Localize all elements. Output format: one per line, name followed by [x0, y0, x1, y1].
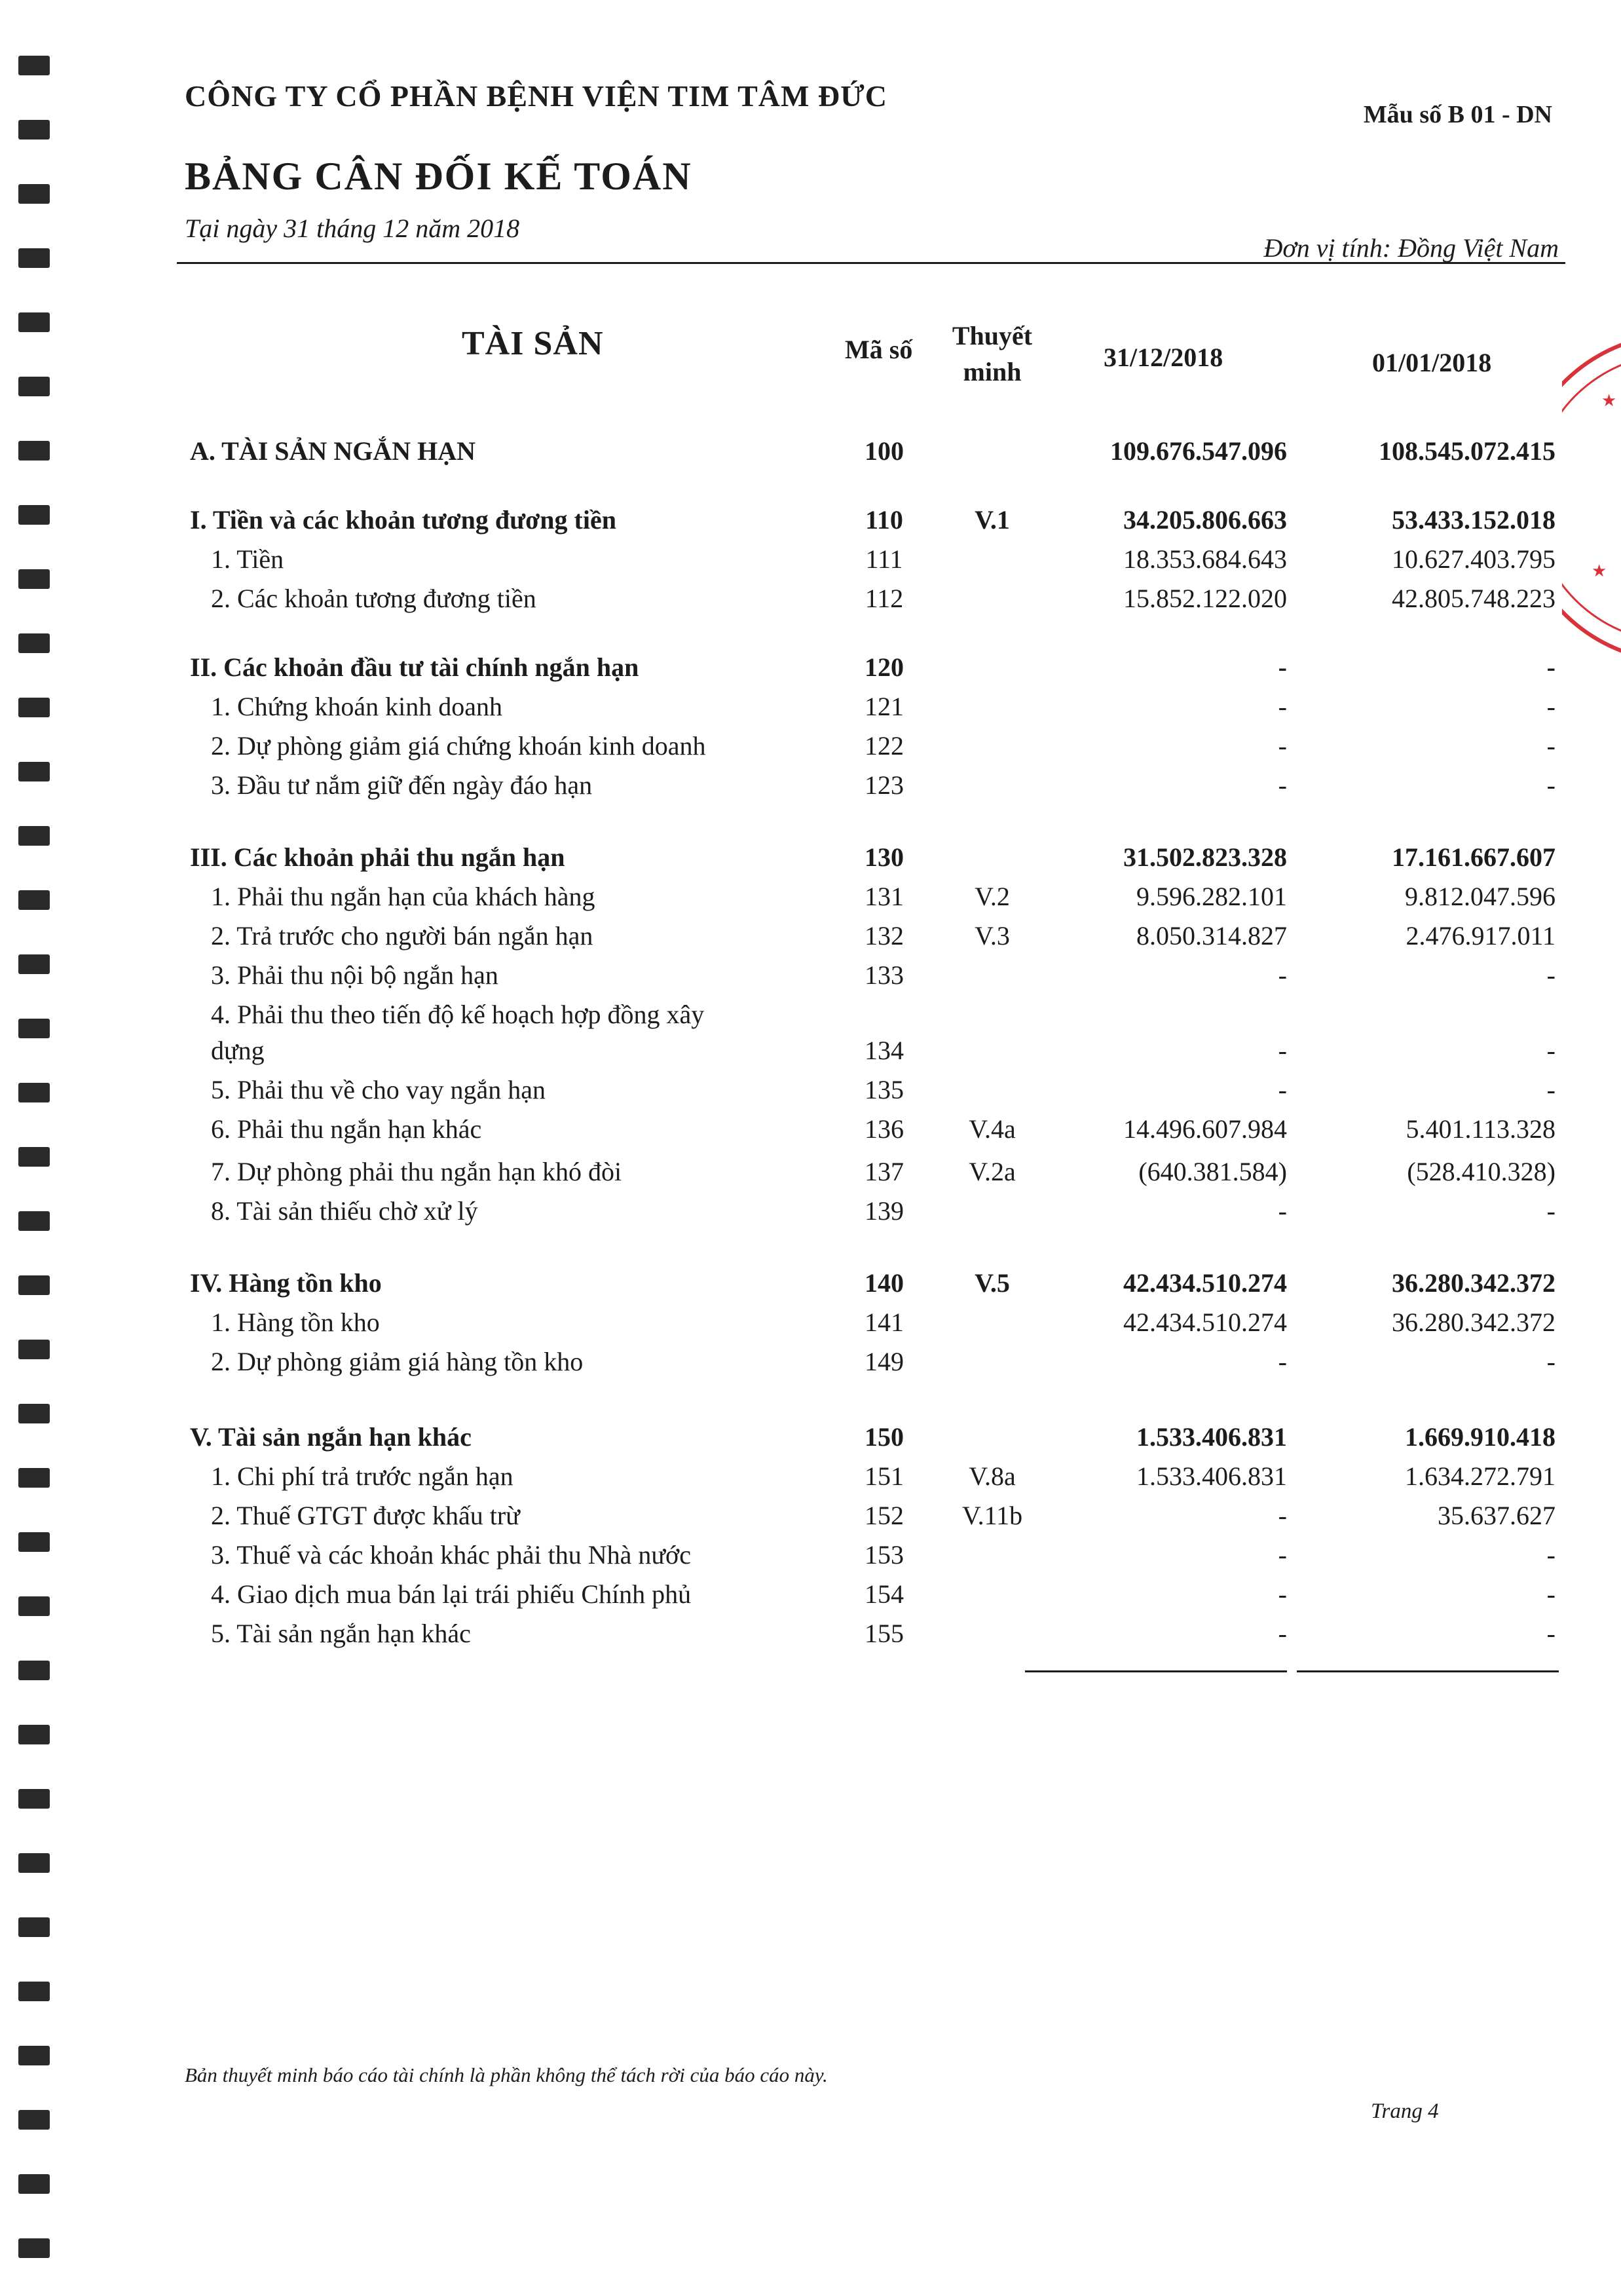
row-code: 112 [865, 584, 904, 613]
row-value-current: 34.205.806.663 [1123, 505, 1287, 535]
row-note: V.8a [969, 1461, 1016, 1491]
row-value-prior: - [1546, 770, 1556, 800]
table-row [0, 691, 1621, 730]
row-label: 3. Phải thu nội bộ ngắn hạn [211, 960, 498, 990]
row-value-current: - [1278, 960, 1287, 990]
row-value-current: - [1278, 1540, 1287, 1570]
table-row [0, 1195, 1621, 1235]
column-header-prior: 01/01/2018 [1372, 348, 1492, 377]
row-value-current: - [1278, 1036, 1287, 1065]
column-header-code: Mã số [845, 335, 913, 364]
row-value-prior: - [1546, 692, 1556, 721]
row-value-prior: 36.280.342.372 [1392, 1308, 1556, 1337]
row-value-prior: - [1546, 1036, 1556, 1065]
row-value-current: - [1278, 1579, 1287, 1609]
row-value-prior: - [1546, 1075, 1556, 1104]
row-value-prior: 42.805.748.223 [1392, 584, 1556, 613]
column-header-assets: TÀI SẢN [462, 325, 604, 362]
row-value-prior: 35.637.627 [1438, 1501, 1556, 1530]
row-value-prior: - [1546, 1619, 1556, 1648]
row-note: V.5 [975, 1268, 1010, 1298]
row-value-current: 109.676.547.096 [1110, 436, 1287, 466]
row-label: 6. Phải thu ngắn hạn khác [211, 1114, 482, 1144]
table-row [0, 436, 1621, 475]
table-row [0, 1307, 1621, 1346]
svg-text:★: ★ [1592, 561, 1607, 581]
row-label: 2. Trả trước cho người bán ngắn hạn [211, 921, 593, 950]
row-code: 110 [865, 505, 903, 535]
row-value-prior: - [1546, 1347, 1556, 1376]
row-value-prior: - [1546, 960, 1556, 990]
row-value-prior: (528.410.328) [1407, 1157, 1556, 1186]
row-code: 122 [865, 731, 904, 761]
row-value-prior: 17.161.667.607 [1392, 842, 1556, 872]
row-label: 2. Thuế GTGT được khấu trừ [211, 1501, 520, 1530]
row-value-prior: 9.812.047.596 [1405, 882, 1556, 911]
column-header-note: Thuyết minh [952, 321, 1033, 386]
row-code: 140 [865, 1268, 904, 1298]
row-value-current: 1.533.406.831 [1136, 1422, 1287, 1452]
row-value-current: 14.496.607.984 [1123, 1114, 1287, 1144]
row-value-current: - [1278, 692, 1287, 721]
row-value-current: - [1278, 1196, 1287, 1226]
row-code: 155 [865, 1619, 904, 1648]
row-label: 2. Dự phòng giảm giá chứng khoán kinh doanh [211, 731, 706, 761]
row-note: V.3 [975, 921, 1010, 950]
table-row [0, 1268, 1621, 1307]
row-value-prior: - [1546, 1540, 1556, 1570]
row-code: 152 [865, 1501, 904, 1530]
row-value-prior: - [1546, 1196, 1556, 1226]
row-code: 150 [865, 1422, 904, 1452]
row-code: 149 [865, 1347, 904, 1376]
row-code: 111 [865, 544, 903, 574]
row-code: 136 [865, 1114, 904, 1144]
row-label: II. Các khoản đầu tư tài chính ngắn hạn [190, 652, 639, 682]
row-label: IV. Hàng tồn kho [190, 1268, 382, 1298]
row-label: 5. Tài sản ngắn hạn khác [211, 1619, 471, 1648]
row-value-prior: 1.669.910.418 [1405, 1422, 1556, 1452]
svg-text:★: ★ [1601, 391, 1617, 411]
table-row [0, 730, 1621, 770]
row-code: 133 [865, 960, 904, 990]
table-row [0, 1579, 1621, 1618]
row-value-current: 1.533.406.831 [1136, 1461, 1287, 1491]
row-label: I. Tiền và các khoản tương đương tiền [190, 505, 616, 535]
row-note: V.11b [961, 1501, 1023, 1530]
row-label: 1. Chứng khoán kinh doanh [211, 692, 502, 721]
table-row [0, 583, 1621, 622]
row-value-prior: 2.476.917.011 [1406, 921, 1556, 950]
document-title: BẢNG CÂN ĐỐI KẾ TOÁN [185, 155, 692, 198]
row-label: 1. Hàng tồn kho [211, 1308, 380, 1337]
row-value-prior: 36.280.342.372 [1392, 1268, 1556, 1298]
row-value-current: 42.434.510.274 [1123, 1268, 1287, 1298]
table-row [0, 1114, 1621, 1153]
table-row [0, 1539, 1621, 1579]
row-code: 154 [865, 1579, 904, 1609]
row-code: 141 [865, 1308, 904, 1337]
table-row [0, 842, 1621, 881]
table-row [0, 770, 1621, 809]
table-row [0, 1461, 1621, 1500]
row-label: dựng [211, 1036, 265, 1065]
row-label: 4. Giao dịch mua bán lại trái phiếu Chính phủ [211, 1579, 692, 1609]
row-note: V.2a [969, 1157, 1016, 1186]
row-value-prior: 10.627.403.795 [1392, 544, 1556, 574]
table-row [0, 920, 1621, 960]
table-row [0, 1035, 1621, 1074]
row-code: 120 [865, 652, 904, 682]
table-row [0, 1346, 1621, 1385]
row-value-current: - [1278, 1075, 1287, 1104]
row-code: 137 [865, 1157, 904, 1186]
row-value-current: 18.353.684.643 [1123, 544, 1287, 574]
row-value-current: 9.596.282.101 [1136, 882, 1287, 911]
table-row [0, 960, 1621, 999]
row-label: 1. Phải thu ngắn hạn của khách hàng [211, 882, 595, 911]
row-value-prior: 1.634.272.791 [1405, 1461, 1556, 1491]
total-underline-current [1025, 1670, 1287, 1672]
row-value-current: (640.381.584) [1138, 1157, 1287, 1186]
row-value-current: 42.434.510.274 [1123, 1308, 1287, 1337]
row-code: 139 [865, 1196, 904, 1226]
row-note: V.4a [969, 1114, 1016, 1144]
row-value-current: 15.852.122.020 [1123, 584, 1287, 613]
row-label: V. Tài sản ngắn hạn khác [190, 1422, 472, 1452]
row-label: 4. Phải thu theo tiến độ kế hoạch hợp đồng xây [211, 1000, 705, 1029]
row-label: 2. Các khoản tương đương tiền [211, 584, 536, 613]
row-code: 134 [865, 1036, 904, 1065]
page-number: Trang 4 [1371, 2099, 1439, 2123]
table-row [0, 881, 1621, 920]
row-label: 1. Chi phí trả trước ngắn hạn [211, 1461, 513, 1491]
row-code: 130 [865, 842, 904, 872]
footer-note: Bản thuyết minh báo cáo tài chính là phần không thể tách rời của báo cáo này. [185, 2063, 828, 2086]
row-value-current: - [1278, 1347, 1287, 1376]
table-row [0, 1074, 1621, 1114]
table-row [0, 1500, 1621, 1539]
row-label: 1. Tiền [211, 544, 284, 574]
row-value-current: - [1278, 1501, 1287, 1530]
table-row [0, 1421, 1621, 1461]
row-value-current: - [1278, 731, 1287, 761]
row-value-current: - [1278, 652, 1287, 682]
row-label: 3. Thuế và các khoản khác phải thu Nhà nước [211, 1540, 691, 1570]
row-code: 132 [865, 921, 904, 950]
row-code: 131 [865, 882, 904, 911]
table-row [0, 544, 1621, 583]
form-number: Mẫu số B 01 - DN [1363, 101, 1552, 128]
row-value-current: 31.502.823.328 [1123, 842, 1287, 872]
table-row [0, 504, 1621, 544]
row-label: 3. Đầu tư nắm giữ đến ngày đáo hạn [211, 770, 593, 800]
total-underline-prior [1297, 1670, 1559, 1672]
company-name: CÔNG TY CỔ PHẦN BỆNH VIỆN TIM TÂM ĐỨC [185, 79, 887, 113]
row-code: 153 [865, 1540, 904, 1570]
report-date: Tại ngày 31 tháng 12 năm 2018 [185, 214, 520, 243]
column-header-current: 31/12/2018 [1104, 343, 1223, 372]
row-value-current: - [1278, 770, 1287, 800]
row-code: 151 [865, 1461, 904, 1491]
row-code: 100 [865, 436, 904, 466]
row-code: 135 [865, 1075, 904, 1104]
row-code: 121 [865, 692, 904, 721]
red-seal-stamp [1562, 328, 1621, 668]
row-value-prior: 53.433.152.018 [1392, 505, 1556, 535]
row-value-prior: - [1546, 652, 1556, 682]
table-row [0, 652, 1621, 691]
row-label: A. TÀI SẢN NGẮN HẠN [190, 436, 475, 466]
row-label: 5. Phải thu về cho vay ngắn hạn [211, 1075, 546, 1104]
table-row [0, 1618, 1621, 1657]
row-value-prior: - [1546, 1579, 1556, 1609]
row-label: 2. Dự phòng giảm giá hàng tồn kho [211, 1347, 584, 1376]
row-value-prior: 5.401.113.328 [1406, 1114, 1556, 1144]
row-note: V.2 [975, 882, 1010, 911]
row-code: 123 [865, 770, 904, 800]
table-row [0, 999, 1621, 1038]
row-label: 7. Dự phòng phải thu ngắn hạn khó đòi [211, 1157, 622, 1186]
row-value-current: 8.050.314.827 [1136, 921, 1287, 950]
row-value-prior: 108.545.072.415 [1379, 436, 1556, 466]
row-value-prior: - [1546, 731, 1556, 761]
currency-unit: Đơn vị tính: Đồng Việt Nam [1263, 233, 1559, 263]
row-note: V.1 [975, 505, 1010, 535]
row-label: III. Các khoản phải thu ngắn hạn [190, 842, 565, 872]
row-label: 8. Tài sản thiếu chờ xử lý [211, 1196, 478, 1226]
row-value-current: - [1278, 1619, 1287, 1648]
table-row [0, 1156, 1621, 1195]
